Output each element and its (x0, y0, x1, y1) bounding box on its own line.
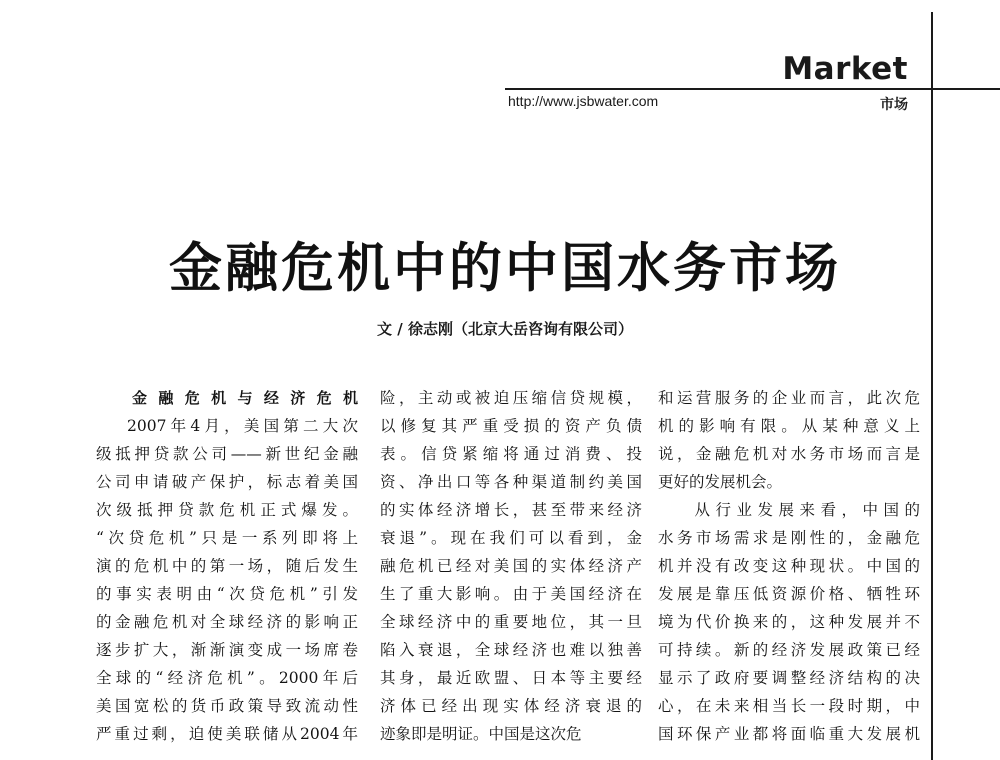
text-line: 心，在未来相当长一段时期，中 (658, 697, 920, 715)
text-line: 和运营服务的企业而言，此次危 (658, 389, 920, 407)
article-title: 金融危机中的中国水务市场 (169, 237, 841, 299)
text-line: 表。信贷紧缩将通过消费、投 (380, 445, 642, 463)
text-line: 的事实表明由“次贷危机”引发 (96, 585, 358, 603)
text-line: 全球的“经济危机”。2000年后 (96, 669, 358, 687)
text-line: 机并没有改变这种现状。中国的 (658, 557, 920, 575)
text-line: 衰退”。现在我们可以看到，金 (380, 529, 642, 547)
text-line: 的金融危机对全球经济的影响正 (96, 613, 358, 631)
text-line: 资、净出口等各种渠道制约美国 (380, 473, 642, 491)
text-line: 生了重大影响。由于美国经济在 (380, 585, 642, 603)
text-line: 说，金融危机对水务市场而言是 (658, 445, 920, 463)
article-byline: 文 / 徐志刚（北京大岳咨询有限公司） (377, 320, 633, 338)
text-line: 险，主动或被迫压缩信贷规模， (380, 389, 642, 407)
text-column-1 (96, 384, 358, 748)
text-line: 全球经济中的重要地位，其一旦 (380, 613, 642, 631)
text-line: 公司申请破产保护，标志着美国 (96, 473, 358, 491)
text-column-2 (380, 384, 642, 748)
text-line: 可持续。新的经济发展政策已经 (658, 641, 920, 659)
section-subheading: 金融危机与经济危机 (132, 389, 358, 407)
section-label-chinese: 市场 (880, 97, 908, 113)
text-line: 其身，最近欧盟、日本等主要经 (380, 669, 642, 687)
text-line: 从行业发展来看，中国的 (689, 501, 920, 519)
text-line: 逐步扩大，渐渐演变成一场席卷 (96, 641, 358, 659)
text-line: 陷入衰退，全球经济也难以独善 (380, 641, 642, 659)
section-label-english: Market (782, 51, 908, 87)
text-line: 更好的发展机会。 (658, 473, 783, 491)
text-line: 发展是靠压低资源价格、牺牲环 (658, 585, 920, 603)
text-line: 国环保产业都将面临重大发展机 (658, 725, 920, 743)
website-url[interactable]: http://www.jsbwater.com (508, 93, 659, 109)
text-line: 融危机已经对美国的实体经济产 (380, 557, 642, 575)
text-line: 2007年4月，美国第二大次 (127, 417, 358, 435)
text-line: 严重过剩，迫使美联储从2004年 (96, 725, 358, 743)
text-line: 济体已经出现实体经济衰退的 (380, 697, 642, 715)
text-line: 以修复其严重受损的资产负债 (380, 417, 642, 435)
text-line: 级抵押贷款公司——新世纪金融 (96, 445, 358, 463)
text-line: 机的影响有限。从某种意义上 (658, 417, 920, 435)
text-line: 显示了政府要调整经济结构的决 (658, 669, 920, 687)
text-line: 演的危机中的第一场，随后发生 (96, 557, 358, 575)
header-horizontal-rule (505, 88, 1000, 90)
text-column-3 (658, 384, 920, 748)
text-line: 迹象即是明证。中国是这次危 (380, 725, 582, 743)
text-line: 水务市场需求是刚性的，金融危 (658, 529, 920, 547)
page-edge-vertical-rule (931, 12, 933, 760)
text-line: 美国宽松的货币政策导致流动性 (96, 697, 358, 715)
text-line: 的实体经济增长，甚至带来经济 (380, 501, 642, 519)
text-line: “次贷危机”只是一系列即将上 (96, 529, 358, 547)
text-line: 境为代价换来的，这种发展并不 (658, 613, 920, 631)
text-line: 次级抵押贷款危机正式爆发。 (96, 501, 358, 519)
